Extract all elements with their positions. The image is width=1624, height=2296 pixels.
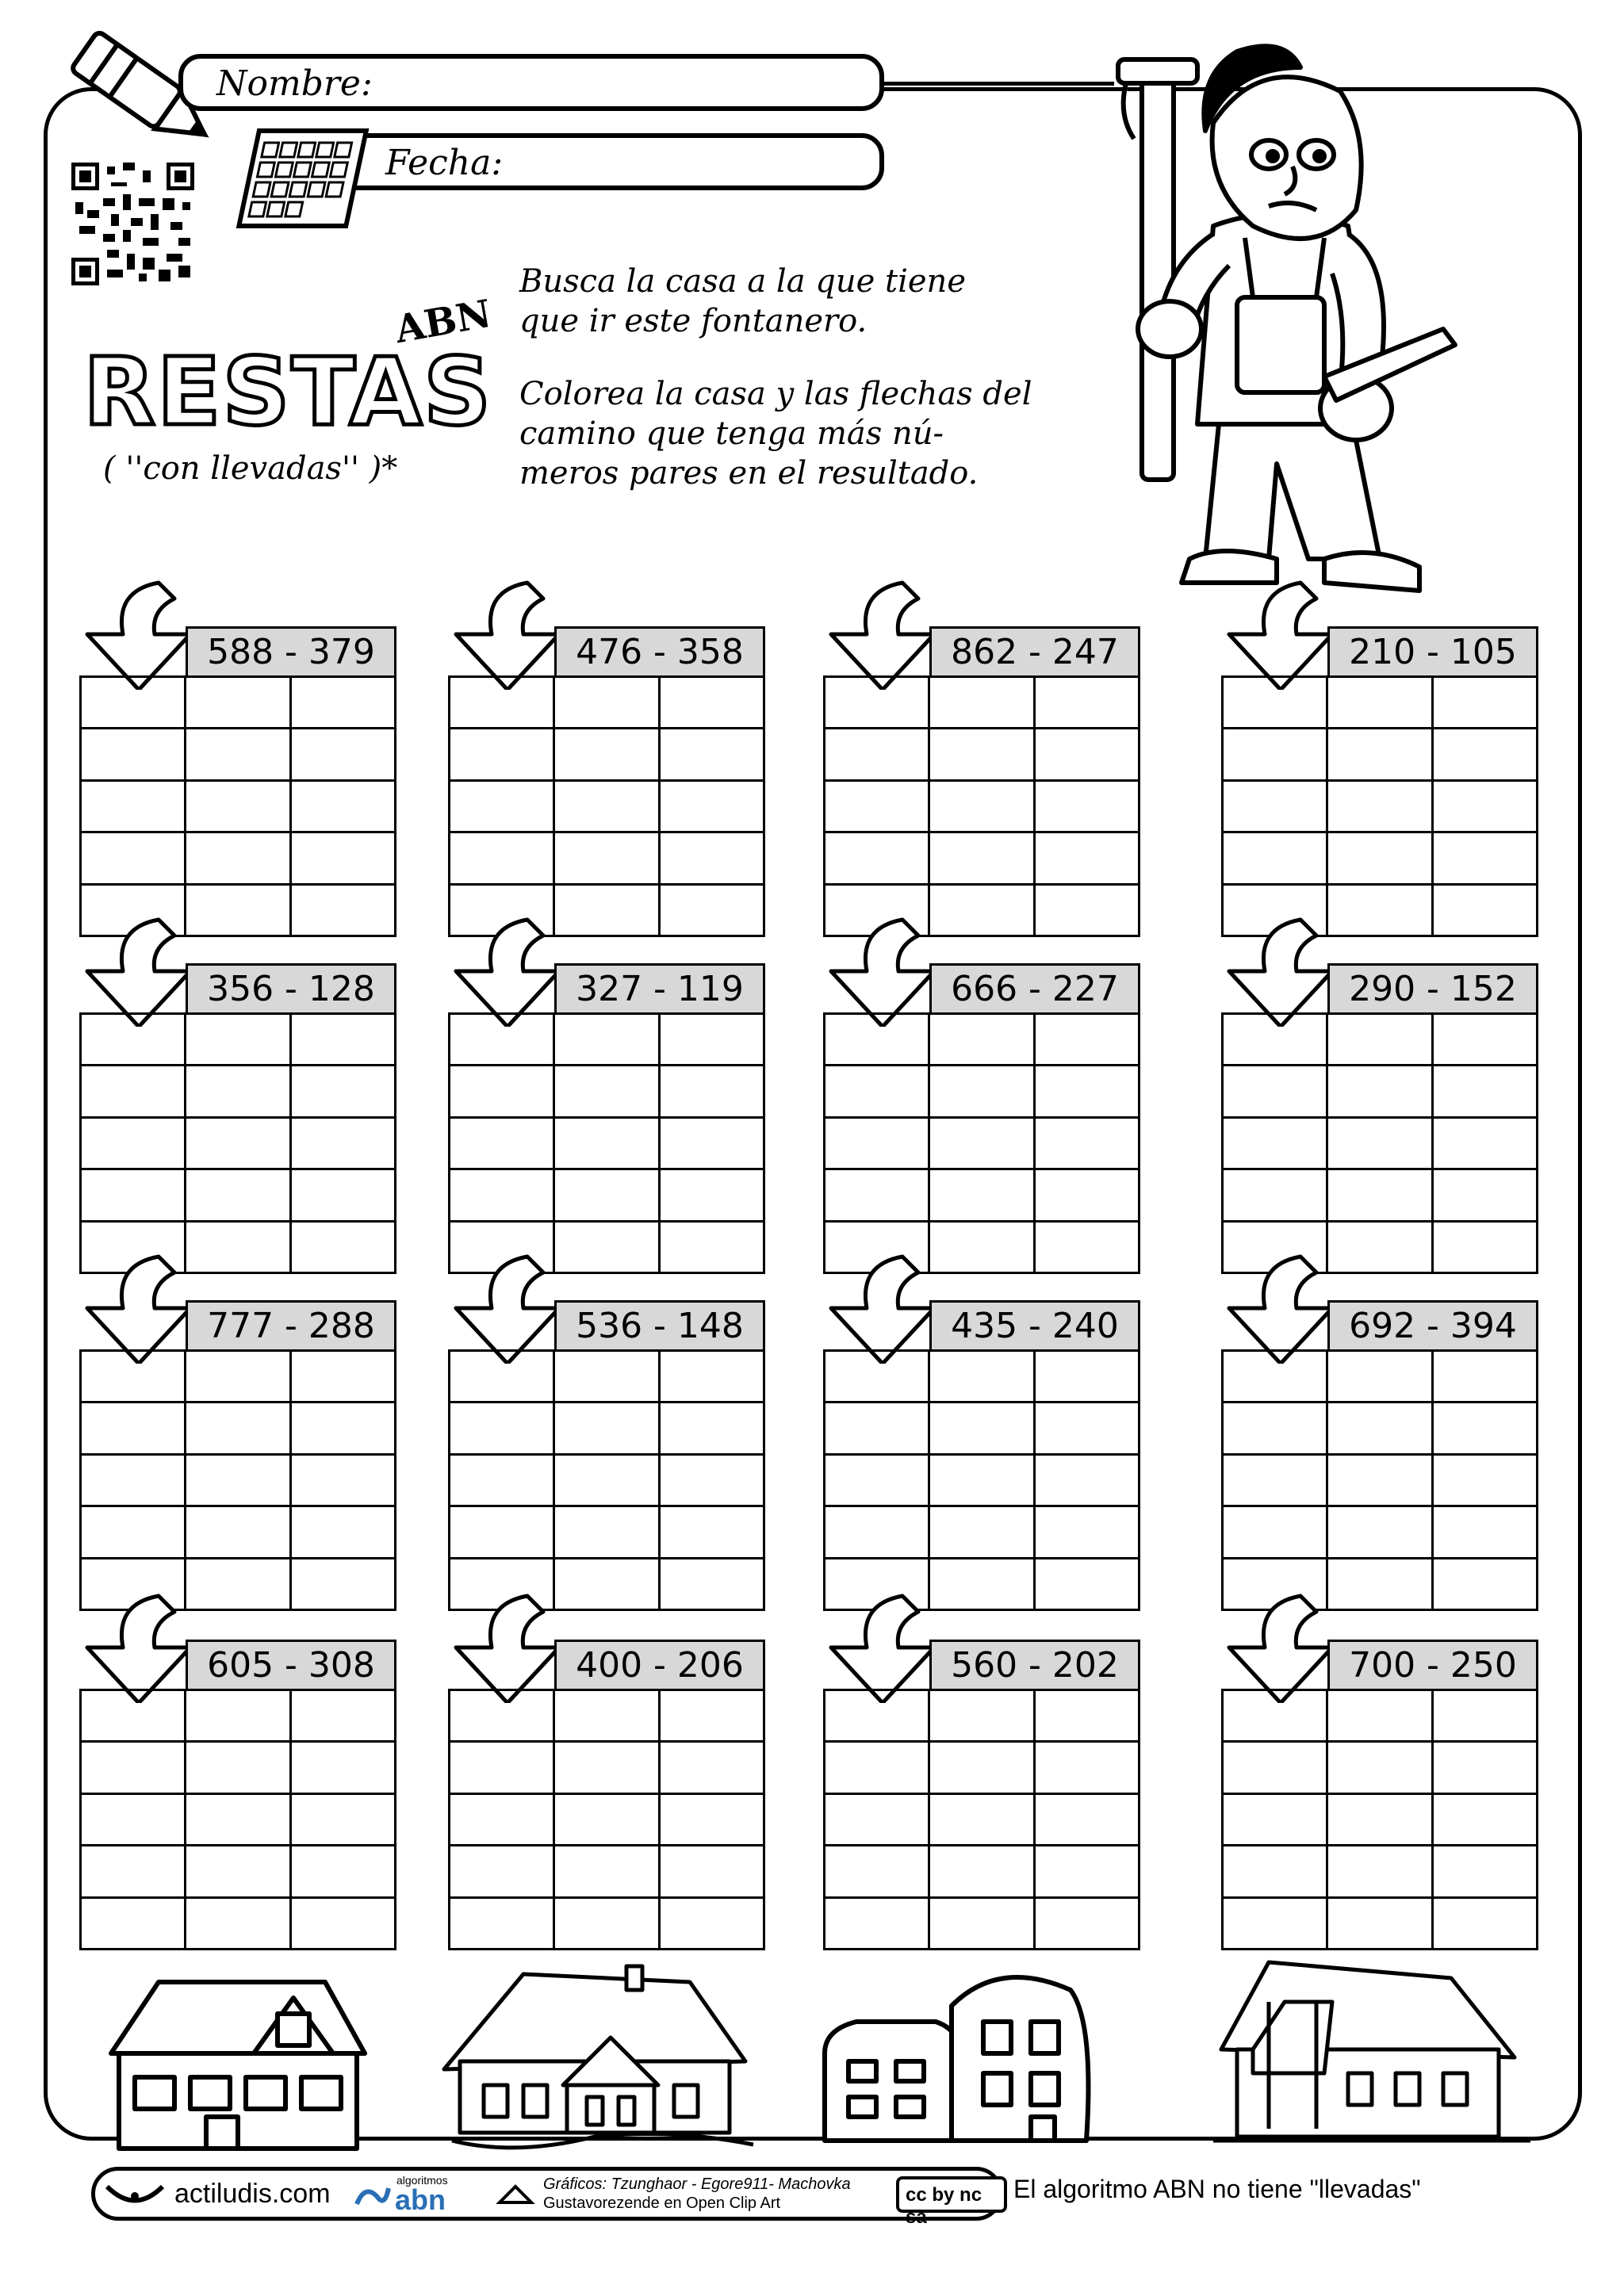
footer-bar: [91, 2167, 1003, 2221]
abn-big-label: abn: [395, 2183, 446, 2216]
credits-line2: Gustavorezende en Open Clip Art: [543, 2195, 781, 2212]
instruction-line: Busca la casa a la que tiene: [519, 263, 966, 300]
abn-logo-icon: [353, 2180, 393, 2212]
header-line: [884, 82, 1114, 86]
book-logo-icon: [496, 2179, 535, 2210]
operation-label: 536 - 148: [554, 1300, 765, 1352]
abn-small-label: algoritmos: [396, 2174, 448, 2187]
operation-label: 400 - 206: [554, 1640, 765, 1691]
operation-label: 476 - 358: [554, 626, 765, 678]
instruction-line: Colorea la casa y las flechas del: [519, 376, 1032, 412]
answer-grid[interactable]: [823, 675, 1140, 937]
instruction-line: camino que tenga más nú-: [519, 415, 944, 452]
footer-site[interactable]: actiludis.com: [174, 2179, 331, 2209]
answer-grid[interactable]: [1221, 1349, 1538, 1611]
house-illustration[interactable]: [87, 1966, 404, 2156]
answer-grid[interactable]: [1221, 1689, 1538, 1950]
answer-grid[interactable]: [823, 1689, 1140, 1950]
instructions: [519, 262, 1154, 493]
credits-line1: Gráficos: Tzunghaor - Egore911- Machovka: [543, 2175, 851, 2193]
answer-grid[interactable]: [79, 675, 396, 937]
operation-label: 290 - 152: [1327, 963, 1538, 1015]
operation-label: 435 - 240: [929, 1300, 1140, 1352]
answer-grid[interactable]: [448, 1012, 765, 1274]
operation-label: 692 - 394: [1327, 1300, 1538, 1352]
title-badge: ABN: [392, 291, 495, 353]
name-label: Nombre:: [216, 63, 373, 104]
smile-logo-icon: [103, 2179, 167, 2210]
answer-grid[interactable]: [79, 1012, 396, 1274]
operation-label: 666 - 227: [929, 963, 1140, 1015]
date-field[interactable]: [333, 133, 884, 190]
answer-grid[interactable]: [1221, 1012, 1538, 1274]
footer-note: El algoritmo ABN no tiene "llevadas": [1013, 2175, 1421, 2203]
answer-grid[interactable]: [79, 1349, 396, 1611]
answer-grid[interactable]: [448, 675, 765, 937]
page-title: RESTAS: [83, 337, 493, 446]
operation-label: 862 - 247: [929, 626, 1140, 678]
license-badge: [896, 2176, 1007, 2228]
answer-grid[interactable]: [823, 1349, 1140, 1611]
answer-grid[interactable]: [448, 1689, 765, 1950]
operation-label: 327 - 119: [554, 963, 765, 1015]
calendar-icon: [226, 119, 373, 238]
operation-label: 605 - 308: [186, 1640, 396, 1691]
operation-label: 356 - 128: [186, 963, 396, 1015]
operation-label: 700 - 250: [1327, 1640, 1538, 1691]
instruction-line: meros pares en el resultado.: [519, 455, 979, 492]
plumber-illustration: [1094, 36, 1459, 614]
answer-grid[interactable]: [1221, 675, 1538, 937]
date-label: Fecha:: [385, 143, 504, 183]
answer-grid[interactable]: [448, 1349, 765, 1611]
qr-code-icon: [71, 163, 194, 285]
house-illustration[interactable]: [428, 1958, 761, 2156]
answer-grid[interactable]: [79, 1689, 396, 1950]
answer-grid[interactable]: [823, 1012, 1140, 1274]
name-field[interactable]: [178, 54, 884, 111]
operation-label: 777 - 288: [186, 1300, 396, 1352]
operations-grid: [79, 626, 1542, 1950]
license-label: cc by nc sa: [906, 2184, 982, 2228]
house-illustration[interactable]: [817, 1958, 1134, 2156]
operation-label: 588 - 379: [186, 626, 396, 678]
instruction-line: que ir este fontanero.: [519, 303, 868, 339]
operation-label: 210 - 105: [1327, 626, 1538, 678]
house-illustration[interactable]: [1205, 1954, 1538, 2160]
page-subtitle: ( ''con llevadas'' )*: [103, 450, 398, 487]
operation-label: 560 - 202: [929, 1640, 1140, 1691]
